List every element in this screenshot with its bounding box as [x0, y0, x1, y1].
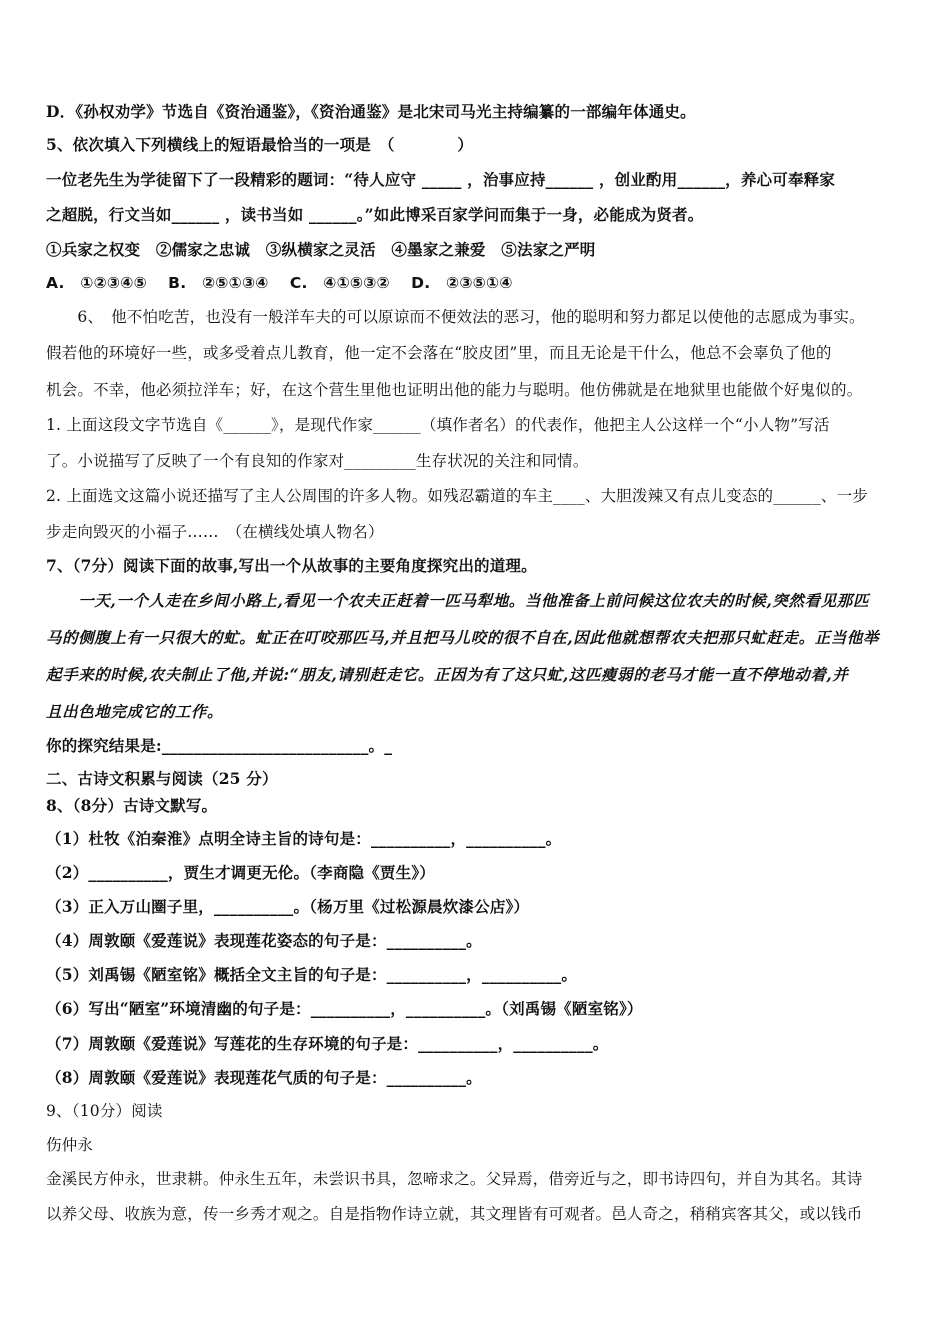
passage-line: 金溪民方仲永，世隶耕。仲永生五年，未尝识书具，忽啼求之。父异焉，借旁近与之，即书诗四句，并自为其名。其诗	[46, 1170, 863, 1188]
question-6-sub-1-cont: 了。小说描写了反映了一个有良知的作家对_________生存状况的关注和同情。	[46, 452, 589, 470]
question-8-item-3: （3）正入万山圈子里，__________。（杨万里《过松源晨炊漆公店》）	[46, 897, 530, 916]
question-6-passage-line: 6、 他不怕吃苦，也没有一般洋车夫的可以原谅而不便效法的恶习，他的聪明和努力都足以使他的志愿成为事实。	[46, 308, 865, 326]
question-7-title: 7、（7分）阅读下面的故事,写出一个从故事的主要角度探究出的道理。	[46, 556, 537, 575]
question-8-item-6: （6）写出“陋室”环境清幽的句子是：__________，__________。（刘禹锡《陋室铭》）	[46, 999, 643, 1018]
question-8-item-7: （7）周敦颐《爱莲说》写莲花的生存环境的句子是：__________，__________。	[46, 1034, 609, 1053]
question-5-text-line: 之超脱，行文当如______ ，读书当如 ______。”如此博采百家学问而集于一身，必能成为贤者。	[46, 205, 704, 224]
question-8-item-1: （1）杜牧《泊秦淮》点明全诗主旨的诗句是：__________，__________。	[46, 829, 562, 848]
question-5-title: 5、依次填入下列横线上的短语最恰当的一项是 （ ）	[46, 135, 474, 154]
question-8-item-2: （2）__________，贾生才调更无伦。（李商隐《贾生》）	[46, 863, 435, 882]
question-6-sub-2-cont: 步走向毁灭的小福子…… （在横线处填人物名）	[46, 523, 384, 541]
question-8-item-8: （8）周敦颐《爱莲说》表现莲花气质的句子是：__________。	[46, 1068, 482, 1087]
question-6-passage-line: 机会。不幸，他必须拉洋车；好，在这个营生里他也证明出他的能力与聪明。他仿佛就是在地狱里也能做个好鬼似的。	[46, 381, 863, 399]
question-7-story-line: 且出色地完成它的工作。	[46, 702, 224, 721]
option-d-line: D．《孙权劝学》节选自《资治通鉴》，《资治通鉴》是北宋司马光主持编纂的一部编年体通史。	[46, 102, 696, 121]
question-8-item-4: （4）周敦颐《爱莲说》表现莲花姿态的句子是：__________。	[46, 931, 482, 950]
question-7-story-line: 马的侧腹上有一只很大的虻。虻正在叮咬那匹马,并且把马儿咬的很不自在,因此他就想帮农夫把那只虻赶走。正当他举	[46, 628, 880, 647]
question-5-text-line: 一位老先生为学徒留下了一段精彩的题词：“待人应守 _____ ，治事应持______ ，创业酌用______，养心可奉释家	[46, 170, 836, 189]
question-7-story-line: 起手来的时候,农夫制止了他,并说:“朋友,请别赶走它。正因为有了这只虻,这匹瘦弱的老马才能一直不停地动着,并	[46, 665, 849, 684]
question-7-story-line: 一天,一个人走在乡间小路上,看见一个农夫正赶着一匹马犁地。当他准备上前问候这位农夫的时候,突然看见那匹	[46, 591, 869, 610]
passage-title: 伤仲永	[46, 1136, 94, 1154]
question-9-title: 9、（10分）阅读	[46, 1102, 163, 1120]
section-2-heading: 二、古诗文积累与阅读（25 分）	[46, 769, 278, 788]
question-7-answer-line: 你的探究结果是:__________________________。_	[46, 736, 393, 755]
question-8-title: 8、（8分）古诗文默写。	[46, 796, 218, 815]
question-8-item-5: （5）刘禹锡《陋室铭》概括全文主旨的句子是：__________，__________。	[46, 965, 578, 984]
question-5-options: A. ①②③④⑤ B. ②⑤①③④ C. ④①⑤③② D. ②③⑤①④	[46, 274, 513, 292]
question-6-passage-line: 假若他的环境好一些，或多受着点儿教育，他一定不会落在“胶皮团”里，而且无论是干什么，他总不会辜负了他的	[46, 344, 832, 362]
question-6-sub-2: 2. 上面选文这篇小说还描写了主人公周围的许多人物。如残忍霸道的车主____、大胆泼辣又有点儿变态的______、一步	[46, 487, 869, 505]
question-5-choices: ①兵家之权变 ②儒家之忠诚 ③纵横家之灵活 ④墨家之兼爱 ⑤法家之严明	[46, 240, 596, 259]
question-6-sub-1: 1. 上面这段文字节选自《______》，是现代作家______（填作者名）的代表作，他把主人公这样一个“小人物”写活	[46, 416, 830, 434]
passage-line: 以养父母、收族为意，传一乡秀才观之。自是指物作诗立就，其文理皆有可观者。邑人奇之，稍稍宾客其父，或以钱币	[46, 1205, 863, 1223]
